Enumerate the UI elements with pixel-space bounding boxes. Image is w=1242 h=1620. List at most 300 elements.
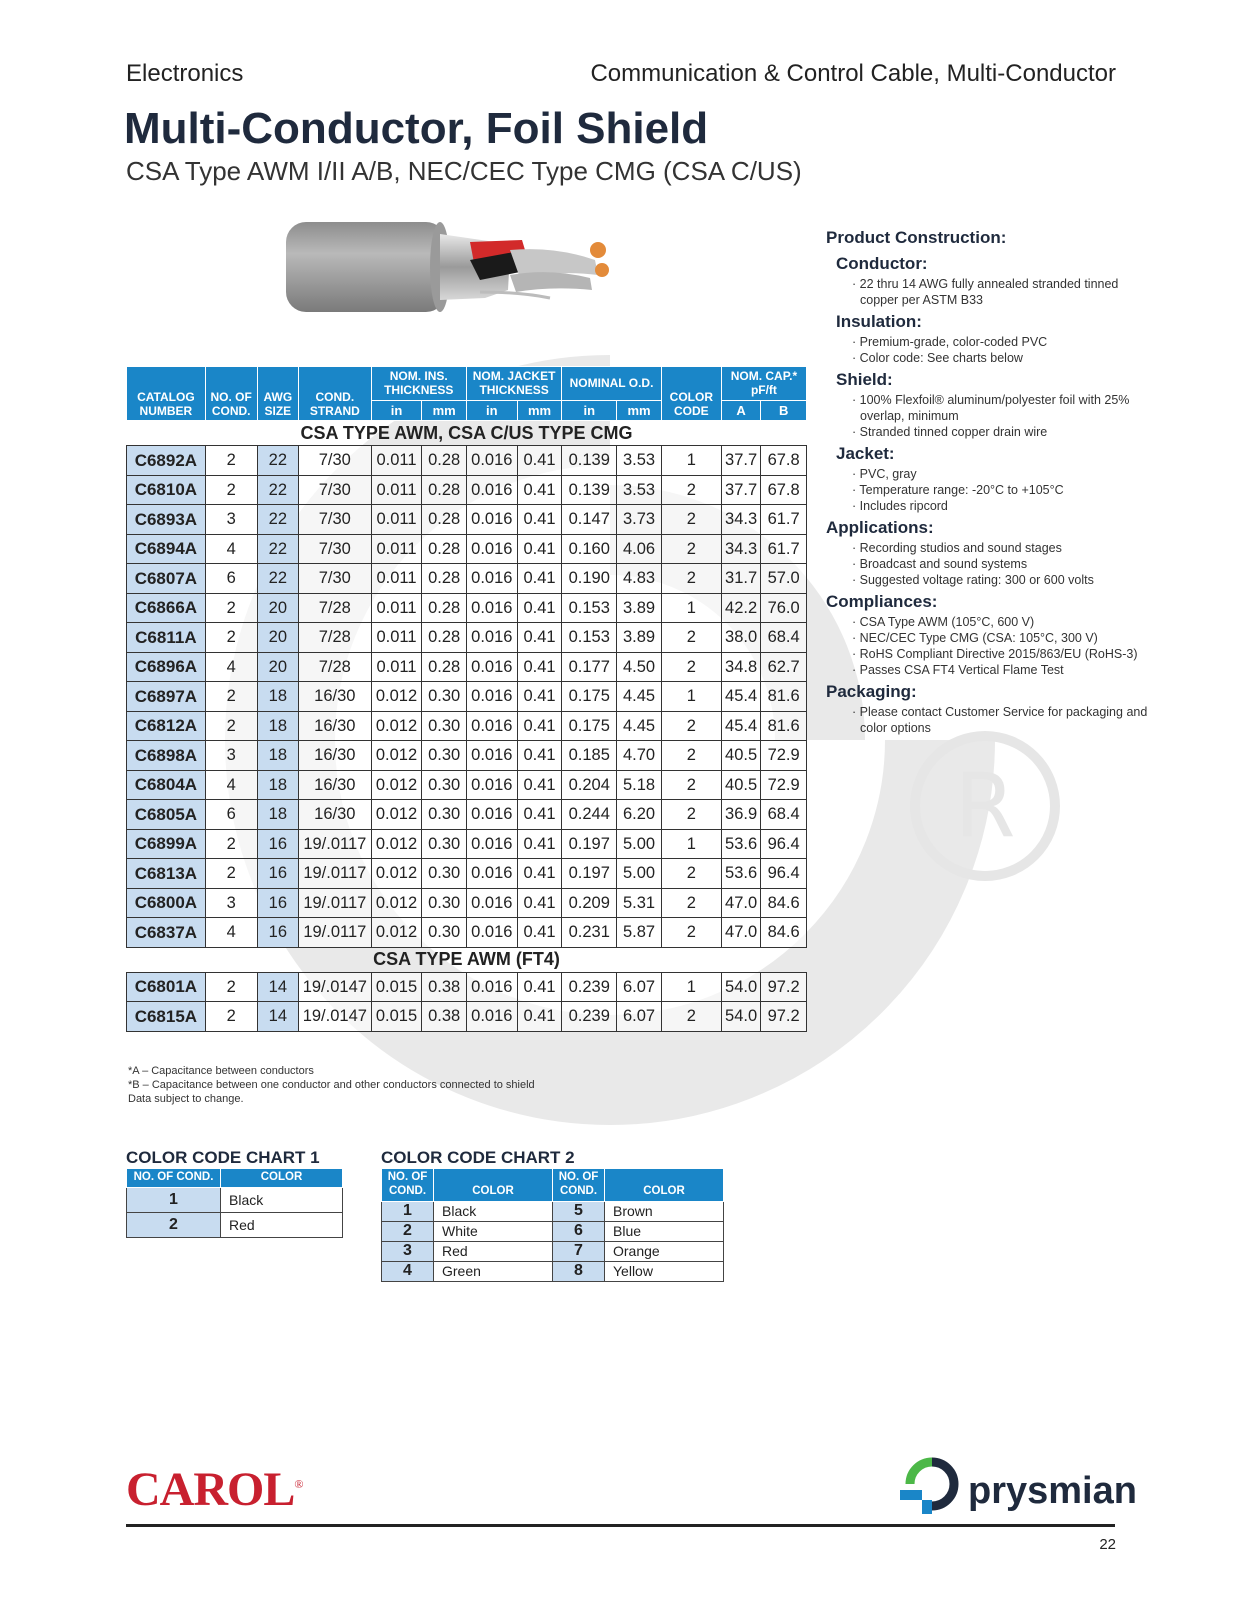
prysmian-logo-text: prysmian (968, 1470, 1137, 1512)
table-cell: 0.41 (517, 800, 562, 830)
table-row (127, 593, 807, 623)
table-cell: 2 (661, 534, 721, 564)
table-cell: 0.30 (422, 770, 467, 800)
table-cell: 0.231 (562, 918, 617, 948)
th-jacket-in: in (466, 400, 517, 421)
table-cell: 0.011 (371, 623, 422, 653)
list-item: · Broadcast and sound systems (852, 556, 1156, 572)
table-cell: 19/.0117 (299, 859, 372, 889)
table-cell: 53.6 (721, 829, 760, 859)
table-cell: 2 (205, 711, 257, 741)
color-chart-row (382, 1241, 724, 1261)
shield-heading: Shield: (836, 370, 893, 389)
catalog-number-cell: C6812A (127, 711, 206, 741)
table-cell: 45.4 (721, 711, 760, 741)
table-cell: 0.012 (371, 800, 422, 830)
table-cell: 0.41 (517, 741, 562, 771)
table-cell: 18 (257, 770, 298, 800)
table-cell: 2 (205, 593, 257, 623)
table-cell: 5.18 (617, 770, 662, 800)
catalog-number-cell: C6896A (127, 652, 206, 682)
table-cell: 4.45 (617, 711, 662, 741)
table-cell: 19/.0147 (299, 972, 372, 1002)
table-row (127, 446, 807, 476)
chart2-th-color-2: COLOR (605, 1169, 724, 1202)
table-row (127, 859, 807, 889)
color-chart-row (127, 1187, 343, 1212)
table-cell: 0.41 (517, 1002, 562, 1032)
table-cell: 0.016 (466, 446, 517, 476)
table-cell: 7/30 (299, 564, 372, 594)
conductor-list (852, 276, 1156, 308)
table-cell: 96.4 (761, 859, 807, 889)
table-cell: 6.20 (617, 800, 662, 830)
note-a: *A – Capacitance between conductors (128, 1065, 314, 1077)
list-item: · Suggested voltage rating: 300 or 600 volts (852, 572, 1156, 588)
table-cell: 0.41 (517, 593, 562, 623)
carol-logo-text: CAROL (126, 1463, 295, 1516)
table-row (127, 534, 807, 564)
table-cell: 0.016 (466, 1002, 517, 1032)
table-cell: 22 (257, 564, 298, 594)
table-cell: 57.0 (761, 564, 807, 594)
color-chart-row (382, 1221, 724, 1241)
table-cell: 0.28 (422, 505, 467, 535)
table-cell: 22 (257, 446, 298, 476)
table-cell: 81.6 (761, 682, 807, 712)
table-cell: 0.41 (517, 534, 562, 564)
table-cell: 2 (661, 741, 721, 771)
applications-heading: Applications: (826, 518, 934, 537)
table-cell: 1 (661, 682, 721, 712)
color-chart-1-title: COLOR CODE CHART 1 (126, 1148, 320, 1167)
chart2-th-no-2: NO. OF COND. (553, 1169, 605, 1202)
packaging-heading: Packaging: (826, 682, 917, 701)
catalog-number-cell: C6894A (127, 534, 206, 564)
th-catalog: CATALOG NUMBER (127, 367, 206, 421)
table-cell: 0.011 (371, 446, 422, 476)
table-cell: 40.5 (721, 770, 760, 800)
table-cell: 0.30 (422, 888, 467, 918)
table-row (127, 800, 807, 830)
table-cell: 2 (661, 859, 721, 889)
list-item: · Stranded tinned copper drain wire (852, 424, 1156, 440)
color-chart-1 (126, 1168, 343, 1238)
table-cell: 61.7 (761, 534, 807, 564)
th-cap-a: A (721, 400, 760, 421)
table-cell: 34.8 (721, 652, 760, 682)
th-od-mm: mm (617, 400, 662, 421)
catalog-number-cell: C6866A (127, 593, 206, 623)
list-item: · 22 thru 14 AWG fully annealed stranded tinned copper per ASTM B33 (852, 276, 1156, 308)
table-cell: 0.41 (517, 564, 562, 594)
table-row (127, 652, 807, 682)
table-cell: 14 (257, 1002, 298, 1032)
table-cell: 0.28 (422, 593, 467, 623)
th-ins: NOM. INS. THICKNESS (371, 367, 466, 401)
table-cell: 0.190 (562, 564, 617, 594)
table-cell: 7/30 (299, 505, 372, 535)
table-cell: 6.07 (617, 1002, 662, 1032)
table-cell: 1 (661, 446, 721, 476)
header-category: Electronics (126, 60, 244, 87)
table-cell: 18 (257, 682, 298, 712)
table-cell: 0.012 (371, 770, 422, 800)
list-item: · Includes ripcord (852, 498, 1156, 514)
table-row (127, 741, 807, 771)
insulation-heading: Insulation: (836, 312, 922, 331)
shield-list (852, 392, 1156, 440)
table-cell: 0.28 (422, 446, 467, 476)
color-name-cell: Brown (605, 1201, 724, 1221)
catalog-number-cell: C6804A (127, 770, 206, 800)
table-cell: 19/.0147 (299, 1002, 372, 1032)
table-cell: 19/.0117 (299, 888, 372, 918)
table-cell: 0.209 (562, 888, 617, 918)
color-chart-row (127, 1212, 343, 1237)
color-name-cell: Orange (605, 1241, 724, 1261)
table-cell: 61.7 (761, 505, 807, 535)
table-row (127, 1002, 807, 1032)
table-cell: 22 (257, 534, 298, 564)
catalog-number-cell: C6811A (127, 623, 206, 653)
table-cell: 6.07 (617, 972, 662, 1002)
table-row (127, 711, 807, 741)
table-cell: 20 (257, 593, 298, 623)
table-row (127, 682, 807, 712)
table-cell: 18 (257, 711, 298, 741)
table-cell: 0.30 (422, 829, 467, 859)
table-cell: 19/.0117 (299, 918, 372, 948)
table-cell: 84.6 (761, 888, 807, 918)
table-cell: 0.016 (466, 505, 517, 535)
section-ft4 (127, 947, 807, 972)
table-cell: 2 (661, 800, 721, 830)
carol-registered-mark: ® (294, 1477, 303, 1491)
table-cell: 36.9 (721, 800, 760, 830)
table-cell: 2 (661, 652, 721, 682)
table-cell: 0.016 (466, 711, 517, 741)
table-cell: 0.160 (562, 534, 617, 564)
conductor-number-cell: 5 (553, 1201, 605, 1221)
table-cell: 0.016 (466, 800, 517, 830)
table-cell: 0.016 (466, 829, 517, 859)
catalog-number-cell: C6815A (127, 1002, 206, 1032)
table-cell: 0.41 (517, 505, 562, 535)
th-od: NOMINAL O.D. (562, 367, 662, 401)
chart2-th-color-1: COLOR (434, 1169, 553, 1202)
conductor-number-cell: 1 (127, 1187, 221, 1212)
table-cell: 4 (205, 770, 257, 800)
table-cell: 1 (661, 829, 721, 859)
conductor-number-cell: 7 (553, 1241, 605, 1261)
table-cell: 4.70 (617, 741, 662, 771)
table-cell: 0.015 (371, 972, 422, 1002)
list-item: · Color code: See charts below (852, 350, 1156, 366)
table-cell: 0.41 (517, 623, 562, 653)
conductor-number-cell: 1 (382, 1201, 434, 1221)
table-cell: 5.31 (617, 888, 662, 918)
table-cell: 0.016 (466, 564, 517, 594)
table-cell: 2 (205, 446, 257, 476)
table-cell: 14 (257, 972, 298, 1002)
table-cell: 0.177 (562, 652, 617, 682)
spec-table (126, 366, 807, 1032)
footer-divider (126, 1524, 1115, 1527)
table-cell: 0.28 (422, 534, 467, 564)
table-cell: 0.41 (517, 446, 562, 476)
table-cell: 7/28 (299, 652, 372, 682)
table-cell: 0.41 (517, 711, 562, 741)
table-row (127, 564, 807, 594)
table-cell: 0.011 (371, 564, 422, 594)
table-cell: 34.3 (721, 534, 760, 564)
color-name-cell: Red (434, 1241, 553, 1261)
table-cell: 16 (257, 918, 298, 948)
table-cell: 0.175 (562, 711, 617, 741)
table-cell: 22 (257, 475, 298, 505)
color-name-cell: Green (434, 1261, 553, 1281)
table-cell: 18 (257, 800, 298, 830)
color-name-cell: Red (221, 1212, 343, 1237)
table-cell: 0.197 (562, 859, 617, 889)
list-item: · PVC, gray (852, 466, 1156, 482)
chart2-th-no-1: NO. OF COND. (382, 1169, 434, 1202)
table-cell: 0.38 (422, 972, 467, 1002)
catalog-number-cell: C6892A (127, 446, 206, 476)
table-cell: 0.016 (466, 918, 517, 948)
catalog-number-cell: C6807A (127, 564, 206, 594)
table-cell: 16/30 (299, 711, 372, 741)
section-cmg (127, 421, 807, 446)
table-cell: 4.45 (617, 682, 662, 712)
applications-list (852, 540, 1156, 588)
table-cell: 0.016 (466, 741, 517, 771)
table-cell: 19/.0117 (299, 829, 372, 859)
table-cell: 16/30 (299, 682, 372, 712)
table-cell: 2 (661, 770, 721, 800)
table-cell: 3.73 (617, 505, 662, 535)
conductor-number-cell: 6 (553, 1221, 605, 1241)
table-cell: 0.139 (562, 475, 617, 505)
table-cell: 3.89 (617, 623, 662, 653)
table-cell: 18 (257, 741, 298, 771)
page-subtitle: CSA Type AWM I/II A/B, NEC/CEC Type CMG (CSA C/US) (126, 156, 802, 186)
table-cell: 0.016 (466, 593, 517, 623)
color-chart-row (382, 1261, 724, 1281)
table-cell: 3 (205, 505, 257, 535)
table-cell: 0.139 (562, 446, 617, 476)
catalog-number-cell: C6800A (127, 888, 206, 918)
color-name-cell: Blue (605, 1221, 724, 1241)
conductor-number-cell: 8 (553, 1261, 605, 1281)
table-cell: 0.30 (422, 741, 467, 771)
table-row (127, 918, 807, 948)
table-row (127, 475, 807, 505)
table-cell: 1 (661, 593, 721, 623)
table-cell: 67.8 (761, 475, 807, 505)
table-cell: 5.87 (617, 918, 662, 948)
conductor-heading: Conductor: (836, 254, 928, 273)
th-no-of-cond: NO. OF COND. (205, 367, 257, 421)
table-cell: 7/28 (299, 623, 372, 653)
table-cell: 0.38 (422, 1002, 467, 1032)
table-row (127, 770, 807, 800)
table-cell: 0.30 (422, 918, 467, 948)
catalog-number-cell: C6898A (127, 741, 206, 771)
table-cell: 0.244 (562, 800, 617, 830)
table-cell: 0.41 (517, 682, 562, 712)
table-cell: 2 (205, 1002, 257, 1032)
table-cell: 0.41 (517, 888, 562, 918)
table-cell: 0.41 (517, 829, 562, 859)
table-cell: 16/30 (299, 770, 372, 800)
table-cell: 76.0 (761, 593, 807, 623)
table-cell: 16/30 (299, 741, 372, 771)
jacket-heading: Jacket: (836, 444, 895, 463)
list-item: · Premium-grade, color-coded PVC (852, 334, 1156, 350)
table-row (127, 623, 807, 653)
chart1-th-no: NO. OF COND. (127, 1169, 221, 1188)
section-ft4-label: CSA TYPE AWM (FT4) (373, 949, 560, 970)
table-cell: 97.2 (761, 1002, 807, 1032)
table-cell: 16 (257, 888, 298, 918)
construction-heading: Product Construction: (826, 228, 1007, 247)
table-notes (128, 1064, 535, 1106)
table-cell: 16/30 (299, 800, 372, 830)
table-cell: 0.016 (466, 859, 517, 889)
table-cell: 0.175 (562, 682, 617, 712)
table-cell: 0.012 (371, 682, 422, 712)
table-cell: 0.012 (371, 741, 422, 771)
table-cell: 72.9 (761, 741, 807, 771)
th-ins-in: in (371, 400, 422, 421)
table-cell: 53.6 (721, 859, 760, 889)
table-cell: 4 (205, 534, 257, 564)
table-cell: 0.28 (422, 564, 467, 594)
table-cell: 45.4 (721, 682, 760, 712)
chart1-th-color: COLOR (221, 1169, 343, 1188)
table-cell: 2 (205, 859, 257, 889)
conductor-number-cell: 3 (382, 1241, 434, 1261)
table-cell: 37.7 (721, 475, 760, 505)
table-cell: 4.06 (617, 534, 662, 564)
table-cell: 2 (661, 918, 721, 948)
table-cell: 2 (661, 1002, 721, 1032)
table-cell: 0.011 (371, 505, 422, 535)
th-od-in: in (562, 400, 617, 421)
table-cell: 0.153 (562, 623, 617, 653)
table-cell: 84.6 (761, 918, 807, 948)
table-cell: 0.011 (371, 475, 422, 505)
table-cell: 2 (205, 829, 257, 859)
table-cell: 5.00 (617, 859, 662, 889)
catalog-number-cell: C6897A (127, 682, 206, 712)
table-cell: 0.016 (466, 682, 517, 712)
table-cell: 20 (257, 623, 298, 653)
table-cell: 0.011 (371, 652, 422, 682)
note-disclaimer: Data subject to change. (128, 1093, 244, 1105)
table-cell: 3.53 (617, 475, 662, 505)
table-row (127, 888, 807, 918)
list-item: · Please contact Customer Service for packaging and color options (852, 704, 1156, 736)
table-cell: 47.0 (721, 918, 760, 948)
catalog-number-cell: C6805A (127, 800, 206, 830)
table-cell: 0.30 (422, 711, 467, 741)
table-cell: 16 (257, 859, 298, 889)
table-cell: 0.012 (371, 888, 422, 918)
prysmian-logo-icon (896, 1456, 962, 1518)
table-cell: 0.015 (371, 1002, 422, 1032)
table-cell: 7/30 (299, 475, 372, 505)
table-cell: 6 (205, 564, 257, 594)
table-cell: 34.3 (721, 505, 760, 535)
table-row (127, 829, 807, 859)
table-cell: 4 (205, 918, 257, 948)
catalog-number-cell: C6837A (127, 918, 206, 948)
table-cell: 7/30 (299, 534, 372, 564)
table-cell: 0.41 (517, 475, 562, 505)
table-cell: 0.016 (466, 475, 517, 505)
table-cell: 67.8 (761, 446, 807, 476)
table-cell: 20 (257, 652, 298, 682)
list-item: · RoHS Compliant Directive 2015/863/EU (RoHS-3) (852, 646, 1156, 662)
table-cell: 0.011 (371, 593, 422, 623)
th-jacket-mm: mm (517, 400, 562, 421)
insulation-list (852, 334, 1156, 366)
table-cell: 1 (661, 972, 721, 1002)
table-cell: 68.4 (761, 800, 807, 830)
table-cell: 0.016 (466, 534, 517, 564)
table-cell: 7/28 (299, 593, 372, 623)
table-cell: 0.28 (422, 623, 467, 653)
list-item: · CSA Type AWM (105°C, 600 V) (852, 614, 1156, 630)
table-cell: 2 (661, 564, 721, 594)
page-title: Multi-Conductor, Foil Shield (124, 104, 709, 153)
th-jacket: NOM. JACKET THICKNESS (466, 367, 561, 401)
table-cell: 0.30 (422, 682, 467, 712)
conductor-number-cell: 2 (127, 1212, 221, 1237)
catalog-number-cell: C6893A (127, 505, 206, 535)
table-cell: 0.016 (466, 652, 517, 682)
list-item: · Recording studios and sound stages (852, 540, 1156, 556)
table-cell: 2 (661, 711, 721, 741)
product-construction-panel (826, 228, 1156, 740)
table-cell: 54.0 (721, 1002, 760, 1032)
table-cell: 0.41 (517, 770, 562, 800)
table-cell: 4.50 (617, 652, 662, 682)
table-cell: 5.00 (617, 829, 662, 859)
table-cell: 2 (205, 972, 257, 1002)
table-cell: 0.012 (371, 918, 422, 948)
table-cell: 0.012 (371, 859, 422, 889)
table-cell: 3.89 (617, 593, 662, 623)
table-cell: 0.153 (562, 593, 617, 623)
table-row (127, 505, 807, 535)
list-item: · NEC/CEC Type CMG (CSA: 105°C, 300 V) (852, 630, 1156, 646)
table-cell: 2 (205, 682, 257, 712)
th-color-code: COLOR CODE (661, 367, 721, 421)
table-cell: 16 (257, 829, 298, 859)
table-cell: 4 (205, 652, 257, 682)
table-cell: 2 (205, 475, 257, 505)
table-cell: 72.9 (761, 770, 807, 800)
table-cell: 2 (661, 505, 721, 535)
table-cell: 0.016 (466, 972, 517, 1002)
conductor-number-cell: 2 (382, 1221, 434, 1241)
jacket-list (852, 466, 1156, 514)
th-cap-b: B (761, 400, 807, 421)
